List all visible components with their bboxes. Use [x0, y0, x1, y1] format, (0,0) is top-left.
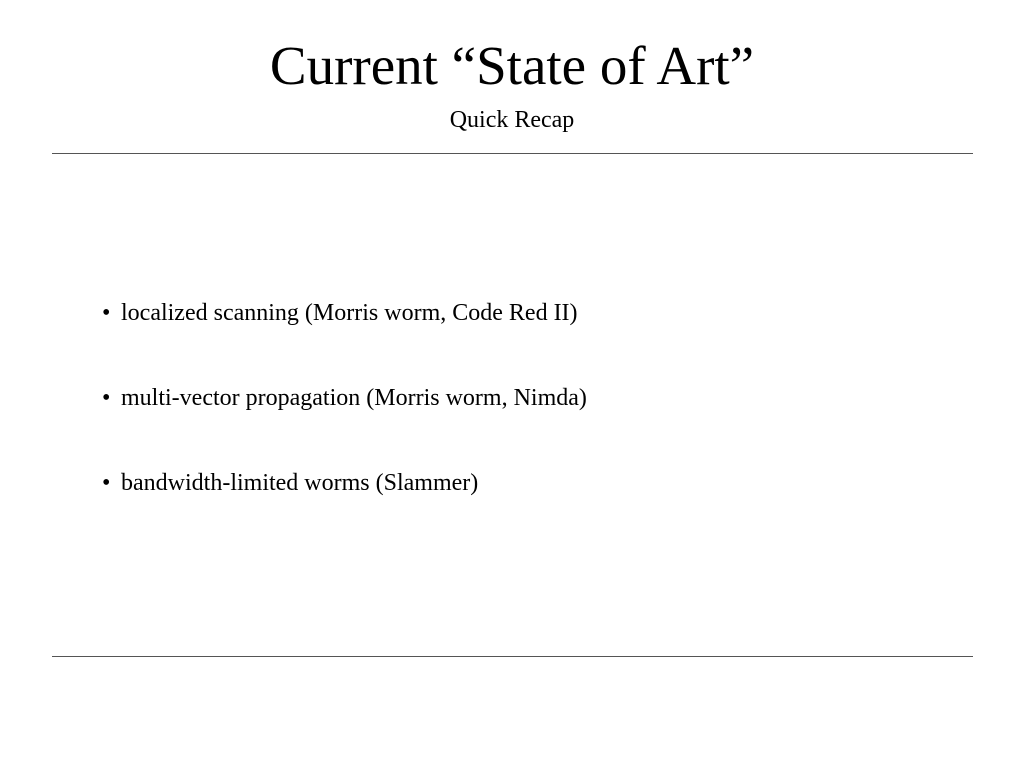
bullet-item [102, 297, 587, 329]
bullet-item [102, 382, 587, 414]
bullet-marker: • [102, 385, 111, 411]
bullet-item [102, 467, 587, 499]
bullet-marker: • [102, 300, 111, 326]
bullet-text: bandwidth-limited worms (Slammer) [121, 470, 479, 496]
bottom-divider [52, 656, 973, 657]
slide-title: Current “State of Art” [269, 35, 755, 96]
bullet-list [102, 297, 587, 552]
top-divider [52, 153, 973, 154]
bullet-text: localized scanning (Morris worm, Code Red II) [121, 300, 578, 326]
bullet-marker: • [102, 470, 111, 496]
bullet-text: multi-vector propagation (Morris worm, Nimda) [121, 385, 587, 411]
slide-subtitle: Quick Recap [449, 107, 575, 133]
